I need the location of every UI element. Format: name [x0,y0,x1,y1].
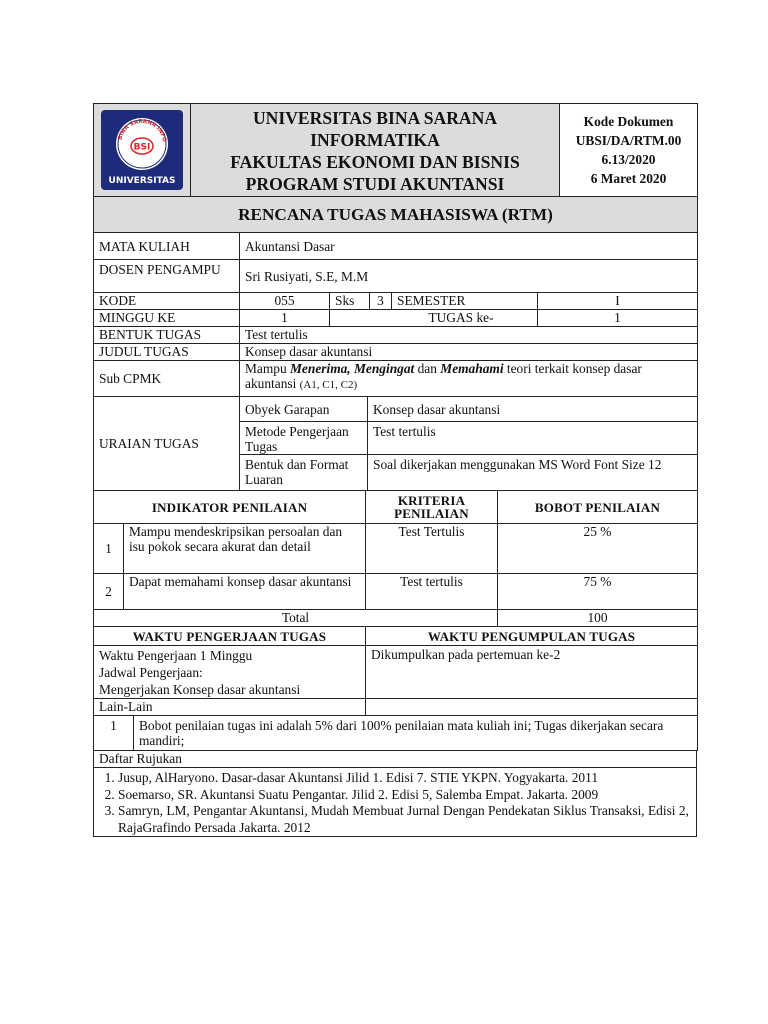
judul-tugas-label: JUDUL TUGAS [94,344,240,361]
lain-number: 1 [94,716,134,751]
bobot-header: BOBOT PENILAIAN [498,491,698,524]
cpmk-text-1: Mampu [245,361,291,376]
minggu-value: 1 [240,310,330,327]
pengumpulan-value: Dikumpulkan pada pertemuan ke-2 [366,646,698,699]
university-heading [191,104,560,197]
list-item: 3. Samryn, LM, Pengantar Akuntansi, Mudah Membuat Jurnal Dengan Pendekatan Siklus Transaksi, Edisi 2, RajaGrafindo Persada Jakarta. 2012 [118,803,691,836]
list-item: 2. Soemarso, SR. Akuntansi Suatu Pengantar. Jilid 2. Edisi 5, Salemba Empat. Jakarta. 2009 [118,787,691,804]
bobot-text: 25 % [498,524,698,574]
kriteria-header: KRITERIA PENILAIAN [366,491,498,524]
metode-value: Test tertulis [368,422,698,455]
logo-text: UNIVERSITAS [108,176,176,186]
row-number: 1 [94,524,124,574]
document-code-value2: 6.13/2020 [601,152,656,167]
lain-table [93,715,698,751]
bobot-text: 75 % [498,574,698,610]
list-item [94,716,698,751]
rujukan-list [96,770,691,836]
obyek-value: Konsep dasar akuntansi [368,397,698,422]
semester-label: SEMESTER [392,293,538,310]
rujukan-table [93,750,697,837]
semester-value: I [538,293,698,310]
university-line2: INFORMATIKA [310,130,440,150]
waktu-table [93,626,698,716]
cpmk-text-2: dan [414,361,441,376]
uraian-table [93,396,698,491]
tugas-label: TUGAS ke- [330,310,538,327]
uraian-label: URAIAN TUGAS [94,397,240,491]
indikator-text: Dapat memahami konsep dasar akuntansi [124,574,366,610]
mata-kuliah-value: Akuntansi Dasar [240,233,698,260]
logo-emblem-icon [101,110,183,190]
kriteria-text: Test tertulis [366,574,498,610]
row-number: 2 [94,574,124,610]
cpmk-text-3: teori terkait konsep dasar akuntansi [245,361,642,391]
cpmk-value [240,361,698,397]
cpmk-label: Sub CPMK [94,361,240,397]
rtm-document [93,103,697,837]
info-table [93,232,698,397]
lain-lain-empty [366,699,698,716]
cpmk-emphasis-2: Memahami [440,361,504,376]
faculty-name: FAKULTAS EKONOMI DAN BISNIS [230,152,520,172]
logo-ring-text: BINA SARANA INFO [117,118,167,143]
document-title: RENCANA TUGAS MAHASISWA (RTM) [94,197,698,233]
logo-mark: BSI [133,142,151,153]
dosen-value: Sri Rusiyati, S.E, M.M [240,260,698,293]
pengerjaan-header: WAKTU PENGERJAAN TUGAS [94,627,366,646]
format-label: Bentuk dan Format Luaran [240,455,368,491]
program-name: PROGRAM STUDI AKUNTANSI [245,174,505,194]
university-logo [101,110,183,190]
document-code-cell [560,104,698,197]
total-label: Total [94,610,498,627]
table-row [94,574,698,610]
penilaian-table [93,490,698,627]
dosen-label: DOSEN PENGAMPU [94,260,240,293]
pengerjaan-line2: Jadwal Pengerjaan: [99,665,203,680]
document-date: 6 Maret 2020 [590,171,667,186]
indikator-text: Mampu mendeskripsikan persoalan dan isu pokok secara akurat dan detail [124,524,366,574]
pengerjaan-line1: Waktu Pengerjaan 1 Minggu [99,648,253,663]
judul-tugas-value: Konsep dasar akuntansi [240,344,698,361]
metode-label: Metode Pengerjaan Tugas [240,422,368,455]
pengerjaan-cell [94,646,366,699]
kriteria-text: Test Tertulis [366,524,498,574]
bentuk-tugas-value: Test tertulis [240,327,698,344]
university-line1: UNIVERSITAS BINA SARANA [252,108,498,128]
document-code-value1: UBSI/DA/RTM.00 [575,133,682,148]
lain-text: Bobot penilaian tugas ini adalah 5% dari 100% penilaian mata kuliah ini; Tugas dikerjakan secara mandiri; [134,716,698,751]
tugas-value: 1 [538,310,698,327]
document-code-label: Kode Dokumen [583,114,674,129]
pengumpulan-header: WAKTU PENGUMPULAN TUGAS [366,627,698,646]
table-row [94,524,698,574]
obyek-label: Obyek Garapan [240,397,368,422]
logo-cell [94,104,191,197]
lain-lain-label: Lain-Lain [94,699,366,716]
rujukan-list-cell [94,768,697,837]
list-item: 1. Jusup, AlHaryono. Dasar-dasar Akuntansi Jilid 1. Edisi 7. STIE YKPN. Yogyakarta. 2011 [118,770,691,787]
sks-label: Sks [330,293,370,310]
header-table [93,103,698,233]
sks-value: 3 [370,293,392,310]
kode-value: 055 [240,293,330,310]
format-value: Soal dikerjakan menggunakan MS Word Font Size 12 [368,455,698,491]
total-value: 100 [498,610,698,627]
minggu-label: MINGGU KE [94,310,240,327]
mata-kuliah-label: MATA KULIAH [94,233,240,260]
kode-label: KODE [94,293,240,310]
bentuk-tugas-label: BENTUK TUGAS [94,327,240,344]
cpmk-emphasis-1: Menerima, Mengingat [290,361,415,376]
cpmk-levels: (A1, C1, C2) [299,379,358,391]
indikator-header: INDIKATOR PENILAIAN [94,491,366,524]
pengerjaan-line3: Mengerjakan Konsep dasar akuntansi [99,682,301,697]
rujukan-label: Daftar Rujukan [94,751,697,768]
